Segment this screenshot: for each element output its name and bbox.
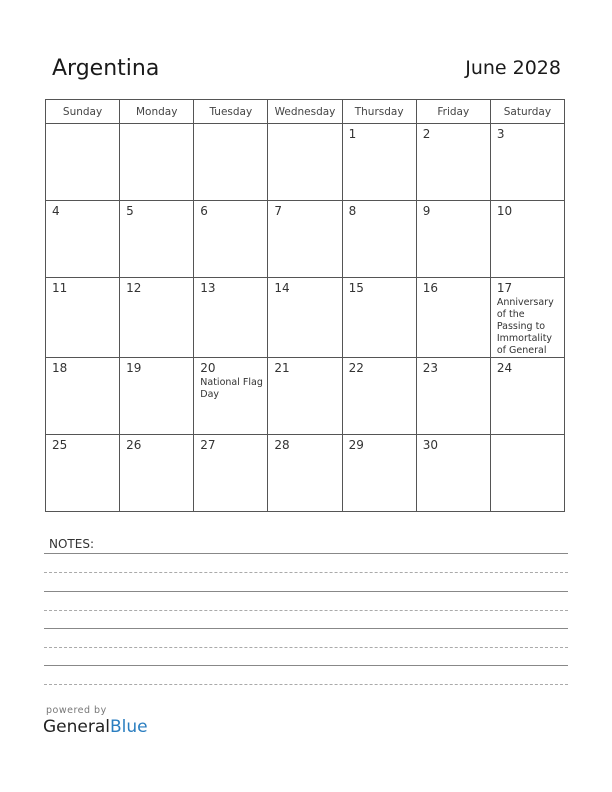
weekday-sunday: Sunday <box>46 100 120 124</box>
weekday-tuesday: Tuesday <box>194 100 268 124</box>
day-cell <box>268 358 342 435</box>
day-number: 27 <box>200 438 216 452</box>
notes-line <box>44 628 568 629</box>
notes-label: NOTES: <box>49 537 94 551</box>
day-number: 28 <box>274 438 290 452</box>
day-cell <box>268 201 342 278</box>
day-number: 19 <box>126 361 142 375</box>
day-cell <box>490 201 564 278</box>
day-cell <box>194 278 268 358</box>
day-cell <box>416 435 490 512</box>
calendar-grid <box>45 99 565 512</box>
day-number: 22 <box>348 361 364 375</box>
country-title: Argentina <box>52 56 160 81</box>
notes-line <box>44 572 568 573</box>
notes-line <box>44 684 568 685</box>
day-cell <box>120 201 194 278</box>
day-cell <box>416 358 490 435</box>
day-number: 8 <box>348 204 357 218</box>
notes-line <box>44 610 568 611</box>
day-cell <box>46 358 120 435</box>
day-number: 21 <box>274 361 290 375</box>
brand-general-text: General <box>43 717 110 737</box>
day-number: 1 <box>348 127 357 141</box>
month-year-title: June 2028 <box>465 57 561 79</box>
day-cell <box>120 278 194 358</box>
weekday-thursday: Thursday <box>342 100 416 124</box>
brand-logo[interactable] <box>43 717 148 737</box>
notes-line <box>44 553 568 554</box>
empty-day-cell <box>120 124 194 201</box>
day-number: 30 <box>422 438 438 452</box>
day-cell <box>490 358 564 435</box>
day-cell <box>342 124 416 201</box>
day-number: 2 <box>422 127 431 141</box>
powered-by-text: powered by <box>46 705 107 716</box>
day-cell <box>490 124 564 201</box>
day-number: 14 <box>274 281 290 295</box>
holiday-label: Anniversary of the Passing to Immortality of General <box>496 297 554 356</box>
day-cell <box>342 435 416 512</box>
day-number: 20 <box>200 361 216 375</box>
empty-day-cell <box>268 124 342 201</box>
day-number: 17 <box>496 281 513 295</box>
day-cell <box>46 278 120 358</box>
empty-day-cell <box>46 124 120 201</box>
weekday-header-row <box>46 100 565 124</box>
notes-line <box>44 647 568 648</box>
day-number: 23 <box>422 361 438 375</box>
day-cell <box>416 278 490 358</box>
weekday-saturday: Saturday <box>490 100 564 124</box>
day-number: 26 <box>126 438 142 452</box>
empty-day-cell <box>194 124 268 201</box>
notes-line <box>44 665 568 666</box>
day-cell <box>416 201 490 278</box>
day-number: 7 <box>274 204 283 218</box>
day-number: 18 <box>52 361 68 375</box>
day-number: 3 <box>496 127 505 141</box>
weekday-wednesday: Wednesday <box>268 100 342 124</box>
empty-day-cell <box>490 435 564 512</box>
day-cell <box>46 201 120 278</box>
notes-line <box>44 591 568 592</box>
day-number: 16 <box>422 281 438 295</box>
day-cell <box>120 358 194 435</box>
day-cell <box>268 278 342 358</box>
week-row <box>46 278 565 358</box>
week-row <box>46 201 565 278</box>
day-number: 6 <box>200 204 208 218</box>
day-cell <box>46 435 120 512</box>
day-cell <box>194 358 268 435</box>
brand-blue-text: Blue <box>110 717 148 737</box>
week-row <box>46 124 565 201</box>
day-cell <box>342 278 416 358</box>
week-row <box>46 435 565 512</box>
day-number: 9 <box>422 204 431 218</box>
weekday-monday: Monday <box>120 100 194 124</box>
day-cell <box>342 201 416 278</box>
day-number: 4 <box>52 204 60 218</box>
day-cell <box>490 278 564 358</box>
day-cell <box>120 435 194 512</box>
day-number: 12 <box>126 281 142 295</box>
day-number: 10 <box>496 204 513 218</box>
day-cell <box>194 201 268 278</box>
day-number: 15 <box>348 281 364 295</box>
day-cell <box>342 358 416 435</box>
day-cell <box>194 435 268 512</box>
weekday-friday: Friday <box>416 100 490 124</box>
day-number: 13 <box>200 281 216 295</box>
day-number: 11 <box>52 281 68 295</box>
day-number: 24 <box>496 361 513 375</box>
day-cell <box>268 435 342 512</box>
day-number: 5 <box>126 204 134 218</box>
week-row <box>46 358 565 435</box>
day-number: 29 <box>348 438 364 452</box>
day-number: 25 <box>52 438 68 452</box>
holiday-label: National Flag Day <box>200 377 263 400</box>
day-cell <box>416 124 490 201</box>
